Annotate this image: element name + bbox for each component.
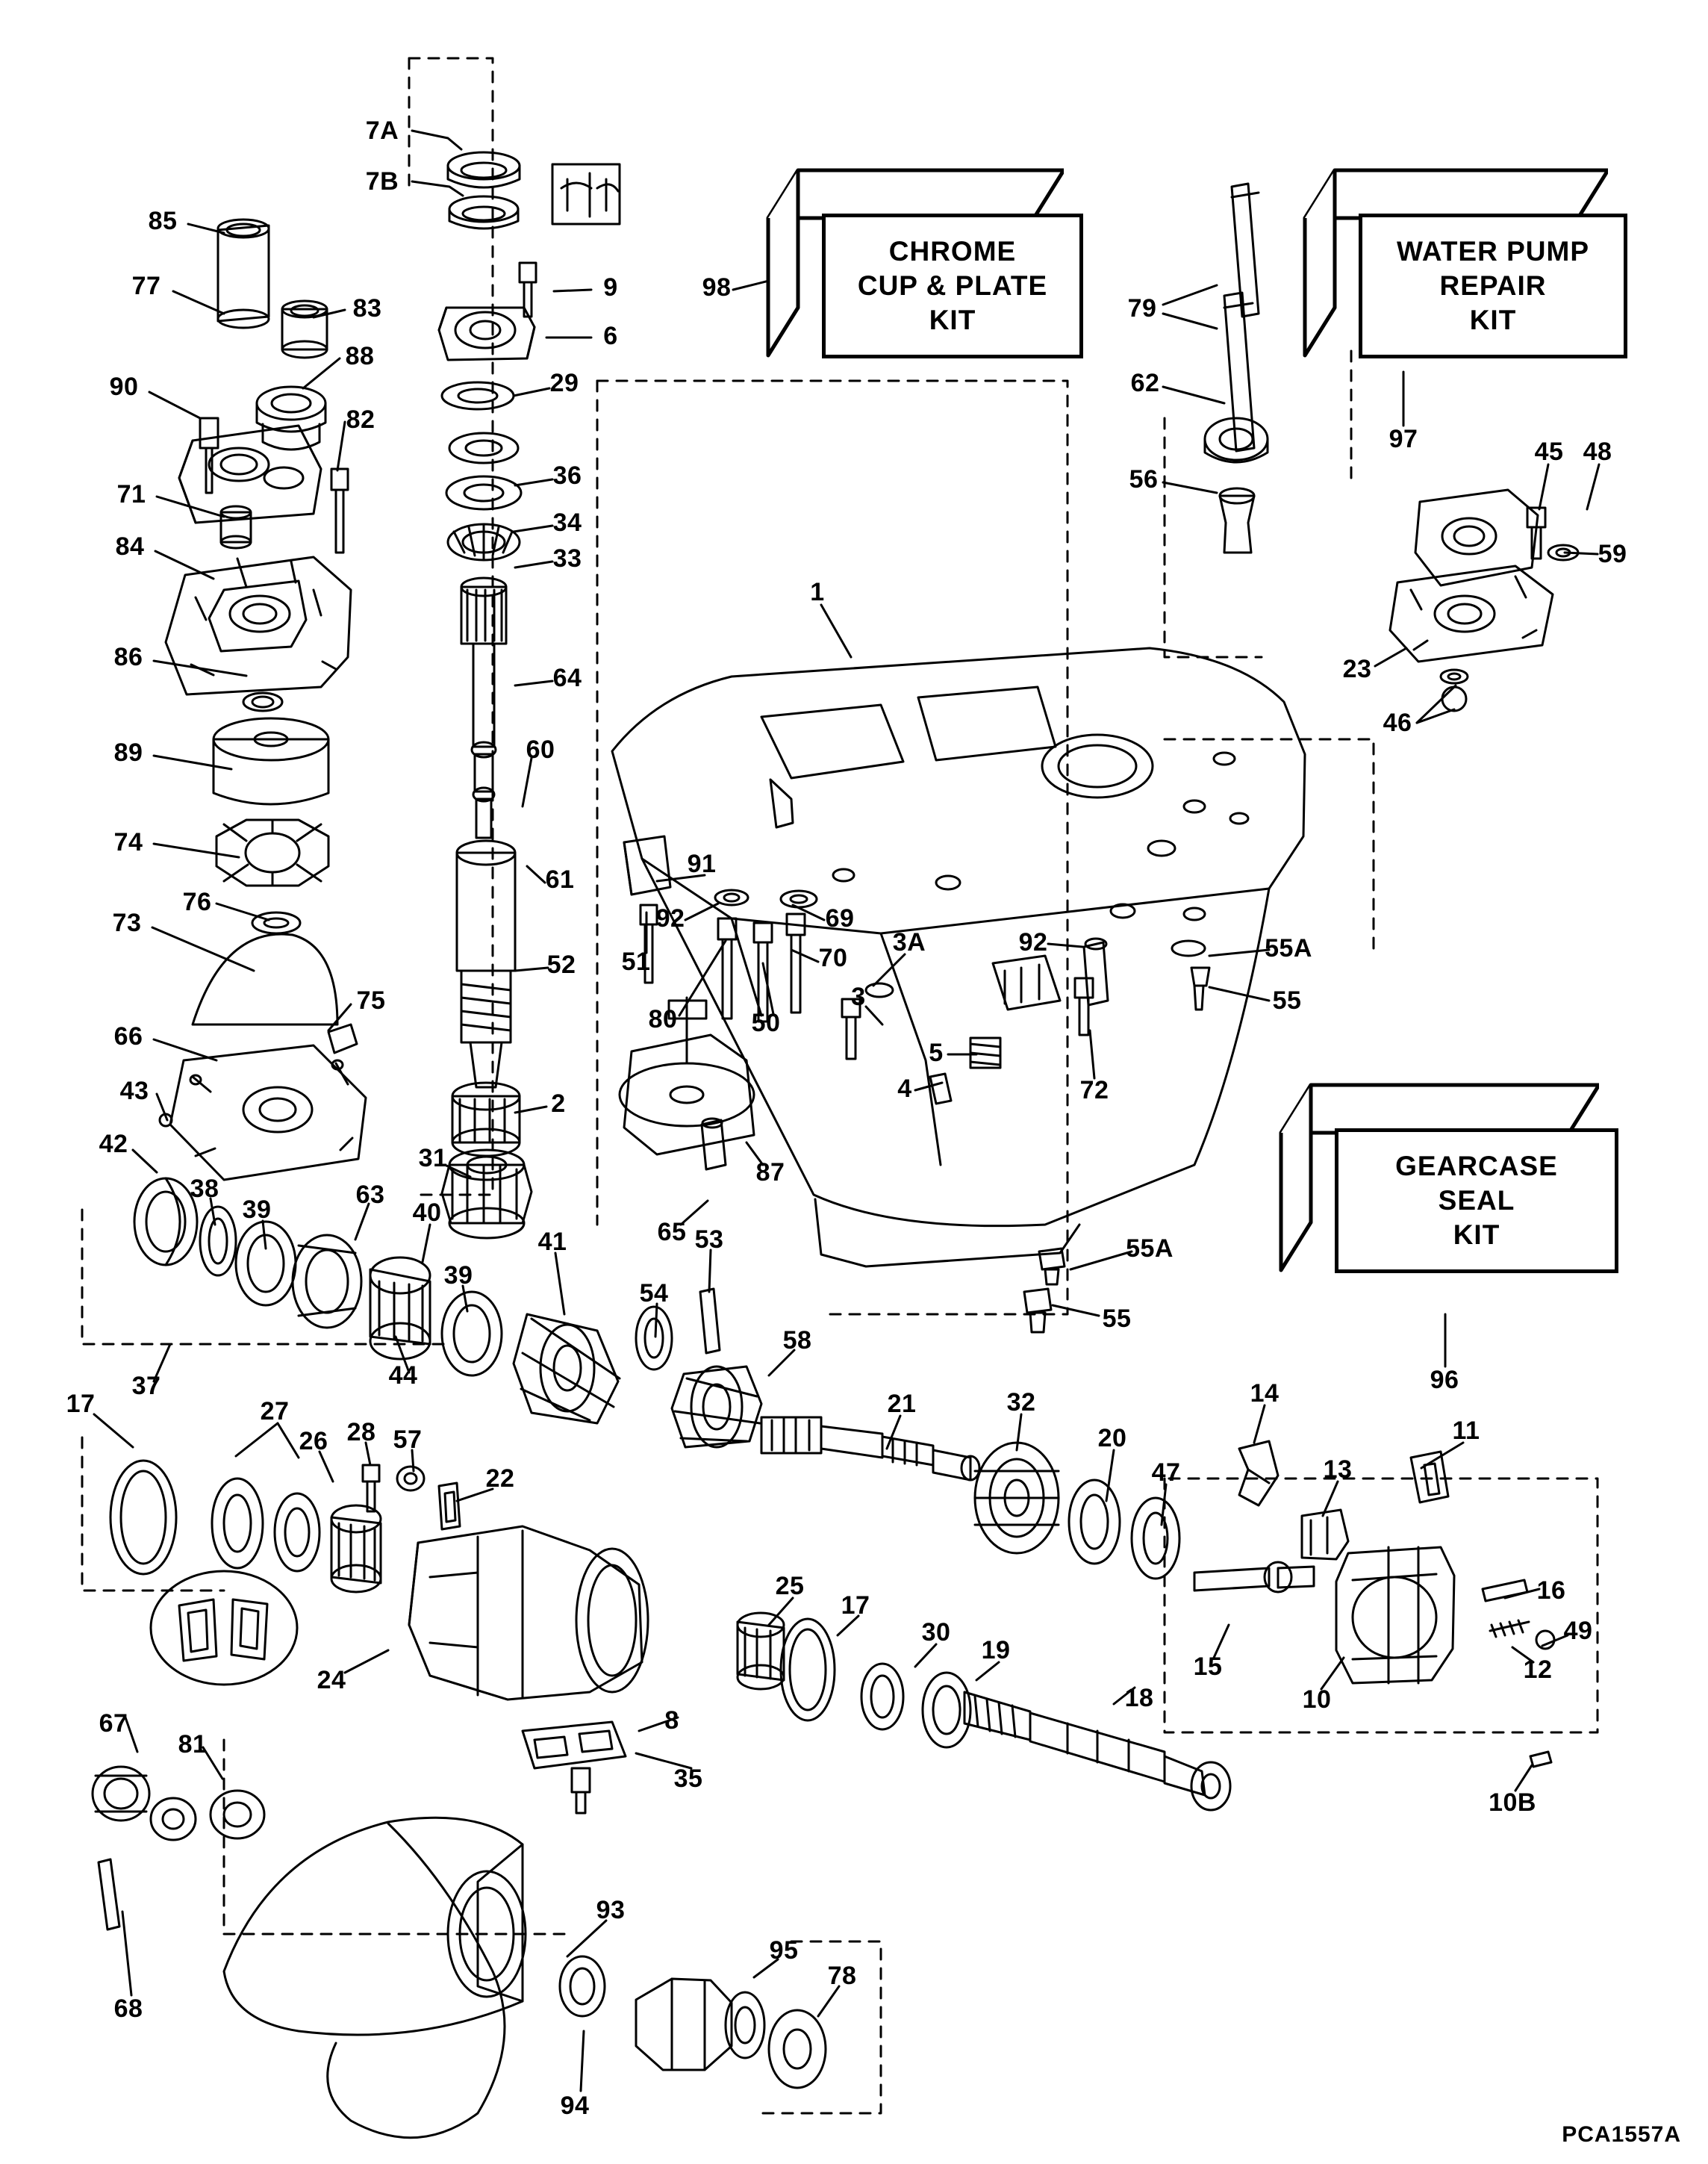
callout-48: 48	[1583, 438, 1612, 466]
callout-13: 13	[1323, 1455, 1353, 1484]
callout-29: 29	[549, 369, 579, 397]
callout-58: 58	[782, 1326, 812, 1355]
callout-45: 45	[1534, 438, 1564, 466]
callout-49: 49	[1563, 1617, 1593, 1645]
callout-7A: 7A	[365, 116, 399, 145]
kit-line: KIT	[1469, 305, 1517, 335]
callout-9: 9	[603, 273, 618, 302]
kit-line: WATER PUMP	[1396, 236, 1590, 267]
callout-70: 70	[818, 944, 848, 972]
callout-55A: 55A	[1265, 934, 1312, 963]
callout-81: 81	[178, 1730, 208, 1759]
callout-10B: 10B	[1489, 1788, 1536, 1817]
callout-94: 94	[560, 2092, 590, 2120]
callout-68: 68	[113, 1994, 143, 2023]
kit-box	[1330, 166, 1592, 338]
kit-box-label	[822, 214, 1083, 358]
callout-7B: 7B	[365, 167, 399, 196]
callout-37: 37	[131, 1372, 161, 1400]
callout-35: 35	[673, 1765, 703, 1793]
kit-box	[794, 166, 1047, 338]
callout-98: 98	[702, 273, 732, 302]
callout-16: 16	[1536, 1576, 1566, 1605]
callout-85: 85	[148, 207, 178, 235]
callout-14: 14	[1250, 1379, 1280, 1408]
callout-59: 59	[1598, 540, 1627, 568]
callout-3: 3	[851, 983, 866, 1011]
kit-line: KIT	[1453, 1219, 1500, 1250]
callout-31: 31	[418, 1144, 448, 1172]
callout-41: 41	[537, 1228, 567, 1256]
kit-box-label	[1359, 214, 1627, 358]
callout-65: 65	[657, 1218, 687, 1246]
callout-34: 34	[552, 509, 582, 537]
callout-44: 44	[388, 1361, 418, 1390]
callout-17: 17	[66, 1390, 96, 1418]
callout-26: 26	[299, 1427, 328, 1455]
callout-67: 67	[99, 1709, 128, 1738]
callout-92: 92	[1018, 928, 1048, 957]
callout-84: 84	[115, 532, 145, 561]
callout-91: 91	[687, 850, 717, 878]
callout-63: 63	[355, 1181, 385, 1209]
callout-17: 17	[841, 1591, 870, 1620]
callout-21: 21	[887, 1390, 917, 1418]
callout-33: 33	[552, 544, 582, 573]
callout-22: 22	[485, 1464, 515, 1493]
callout-50: 50	[751, 1009, 781, 1037]
callout-62: 62	[1130, 369, 1160, 397]
callout-64: 64	[552, 664, 582, 692]
callout-71: 71	[116, 480, 146, 509]
callout-57: 57	[393, 1425, 423, 1454]
callout-96: 96	[1430, 1366, 1459, 1394]
callout-76: 76	[182, 888, 212, 916]
callout-53: 53	[694, 1225, 724, 1254]
callout-55: 55	[1102, 1305, 1132, 1333]
callout-11: 11	[1452, 1417, 1480, 1445]
callout-87: 87	[755, 1158, 785, 1187]
callout-40: 40	[412, 1198, 442, 1227]
callout-82: 82	[346, 405, 375, 434]
callout-97: 97	[1388, 425, 1418, 453]
callout-23: 23	[1342, 655, 1372, 683]
callout-73: 73	[112, 909, 142, 937]
callout-46: 46	[1383, 709, 1412, 737]
callout-56: 56	[1129, 465, 1159, 494]
callout-20: 20	[1097, 1424, 1127, 1452]
callout-18: 18	[1124, 1684, 1154, 1712]
callout-36: 36	[552, 461, 582, 490]
callout-66: 66	[113, 1022, 143, 1051]
kit-line: REPAIR	[1439, 270, 1547, 301]
callout-60: 60	[526, 736, 555, 764]
callout-1: 1	[810, 578, 825, 606]
callout-8: 8	[664, 1706, 679, 1735]
kit-line: KIT	[929, 305, 976, 335]
callout-6: 6	[603, 322, 618, 350]
callout-38: 38	[190, 1175, 219, 1203]
callout-27: 27	[260, 1397, 290, 1425]
callout-92: 92	[655, 904, 685, 933]
callout-42: 42	[99, 1130, 128, 1158]
callout-3A: 3A	[892, 928, 926, 957]
callout-54: 54	[639, 1279, 669, 1308]
callout-61: 61	[545, 865, 575, 894]
callout-19: 19	[981, 1636, 1011, 1664]
callout-74: 74	[113, 828, 143, 856]
callout-78: 78	[827, 1962, 857, 1990]
callout-10: 10	[1302, 1685, 1332, 1714]
callout-83: 83	[352, 294, 382, 323]
callout-32: 32	[1006, 1388, 1036, 1417]
kit-line: CHROME	[888, 236, 1017, 267]
callout-93: 93	[596, 1896, 626, 1924]
callout-52: 52	[546, 951, 576, 979]
kit-box-label	[1335, 1128, 1618, 1273]
callout-77: 77	[131, 272, 161, 300]
callout-80: 80	[648, 1005, 678, 1033]
callout-28: 28	[346, 1418, 376, 1446]
callout-86: 86	[113, 643, 143, 671]
kit-line: CUP & PLATE	[857, 270, 1048, 301]
callout-47: 47	[1151, 1458, 1181, 1487]
callout-89: 89	[113, 739, 143, 767]
callout-25: 25	[775, 1572, 805, 1600]
callout-39: 39	[443, 1261, 473, 1290]
callout-55: 55	[1272, 986, 1302, 1015]
callout-4: 4	[897, 1075, 912, 1103]
figure-code: PCA1557A	[1562, 2122, 1681, 2147]
kit-box	[1306, 1081, 1583, 1252]
callout-15: 15	[1193, 1652, 1223, 1681]
callout-75: 75	[356, 986, 386, 1015]
callout-2: 2	[551, 1089, 566, 1118]
callout-43: 43	[119, 1077, 149, 1105]
kit-line: GEARCASE	[1395, 1151, 1558, 1181]
callout-51: 51	[621, 948, 651, 976]
kit-line: SEAL	[1438, 1185, 1515, 1216]
callout-72: 72	[1079, 1076, 1109, 1104]
callout-30: 30	[921, 1618, 951, 1647]
callout-24: 24	[317, 1666, 346, 1694]
callout-55A: 55A	[1126, 1234, 1174, 1263]
callout-95: 95	[769, 1936, 799, 1965]
callout-5: 5	[929, 1039, 944, 1067]
callout-69: 69	[825, 904, 855, 933]
callout-90: 90	[109, 373, 139, 401]
callout-39: 39	[242, 1196, 272, 1224]
callout-88: 88	[345, 342, 375, 370]
callout-79: 79	[1127, 294, 1157, 323]
callout-12: 12	[1523, 1655, 1553, 1684]
